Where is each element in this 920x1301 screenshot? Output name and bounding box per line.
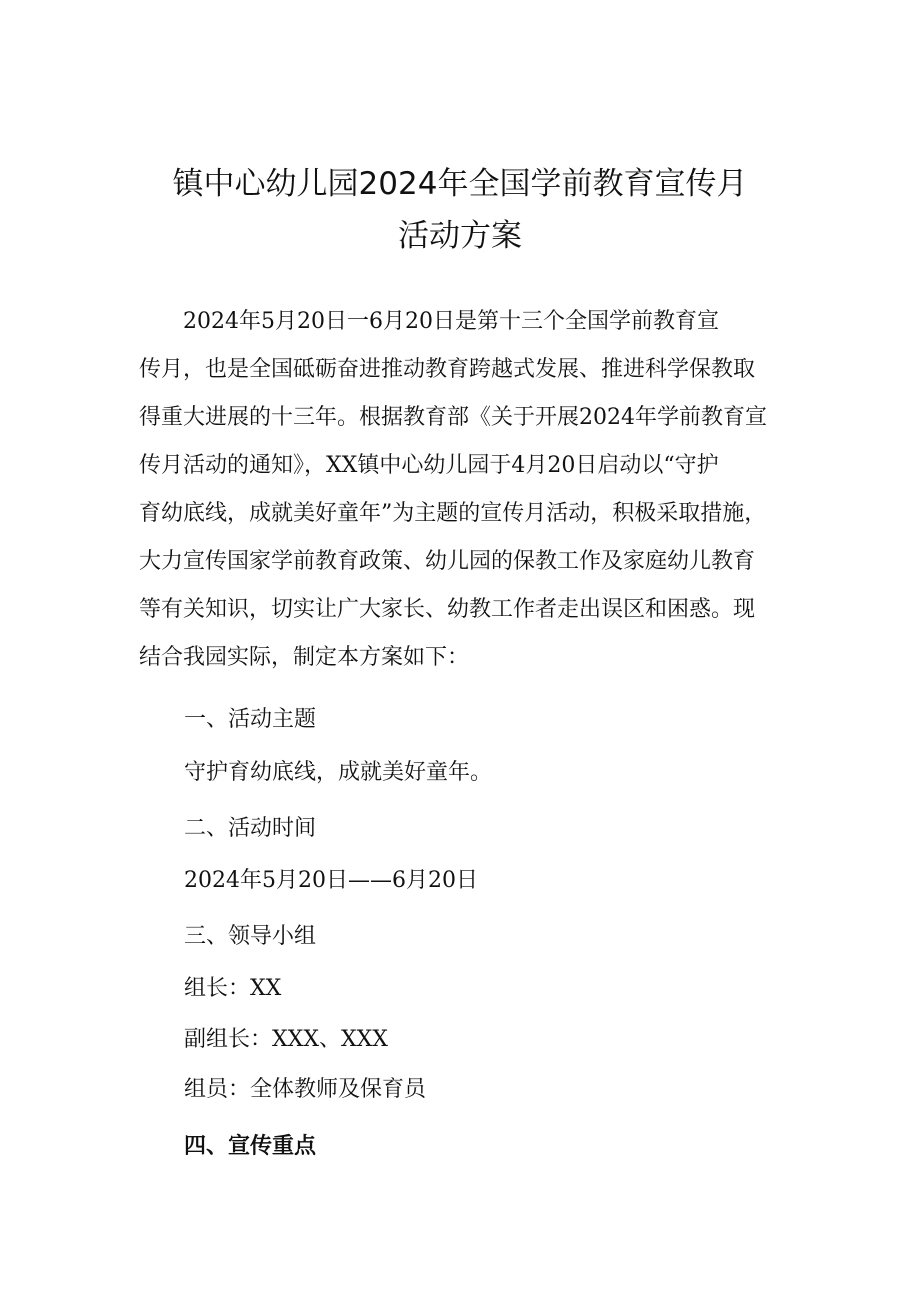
intro-line: 传月活动的通知》，XX镇中心幼儿园于4月20日启动以“守护 [139,453,719,478]
leadership-members: 组员：全体教师及保育员 [184,1077,427,1102]
intro-line: 得重大进展的十三年。根据教育部《关于开展2024年学前教育宣 [139,405,767,430]
document-title-line-1: 镇中心幼儿园2024年全国学前教育宣传月 [172,166,748,202]
intro-paragraph [139,298,799,682]
leadership-leader: 组长：XX [184,976,282,1001]
section-heading-time: 二、活动时间 [184,816,317,841]
intro-line: 传月，也是全国砥砺奋进推动教育跨越式发展、推进科学保教取 [139,357,756,382]
section-heading-leadership: 三、领导小组 [184,924,317,949]
section-content-time: 2024年5月20日——6月20日 [184,868,478,893]
intro-line: 育幼底线，成就美好童年”为主题的宣传月活动，积极采取措施， [139,501,767,526]
section-heading-theme: 一、活动主题 [184,707,317,732]
document-title-line-2: 活动方案 [398,218,522,254]
leadership-deputy: 副组长：XXX、XXX [184,1027,388,1052]
intro-line: 结合我园实际，制定本方案如下： [139,645,470,670]
intro-line: 大力宣传国家学前教育政策、幼儿园的保教工作及家庭幼儿教育 [139,549,756,574]
section-heading-focus: 四、宣传重点 [184,1134,317,1159]
section-content-theme: 守护育幼底线，成就美好童年。 [184,760,493,785]
intro-line: 等有关知识，切实让广大家长、幼教工作者走出误区和困惑。现 [139,597,756,622]
intro-line: 2024年5月20日一6月20日是第十三个全国学前教育宣 [183,309,719,334]
